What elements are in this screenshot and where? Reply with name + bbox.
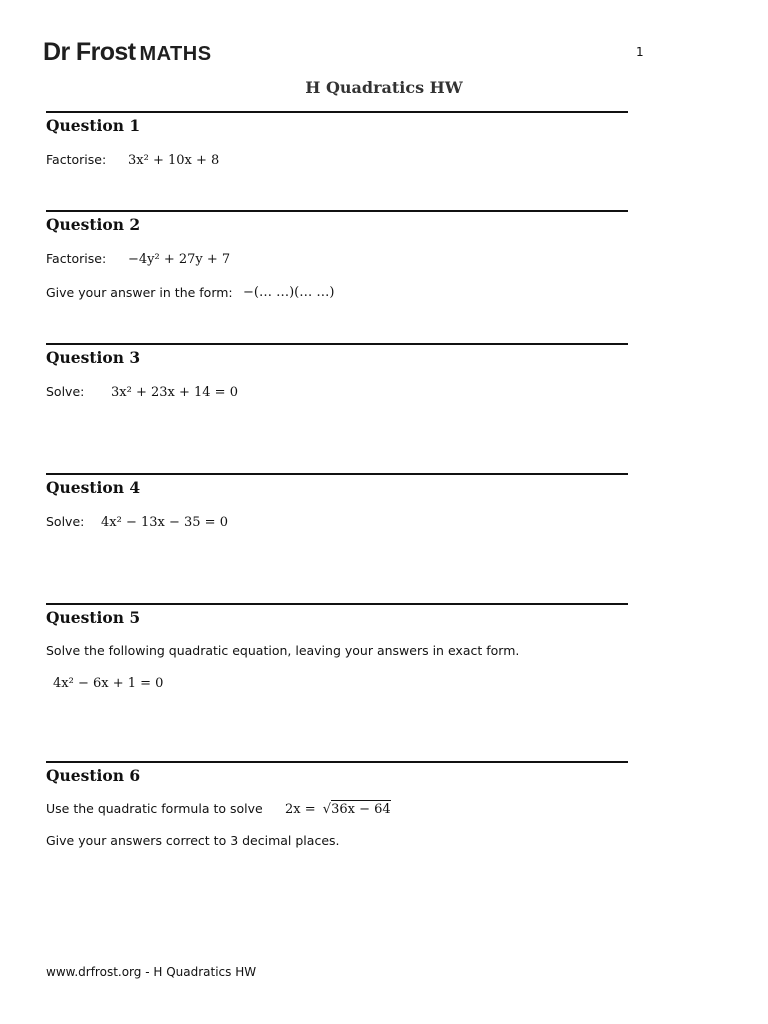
- question-1-expression: 3x² + 10x + 8: [128, 153, 220, 168]
- question-6-expression: [285, 802, 391, 817]
- question-6-heading: Question 6: [46, 766, 141, 785]
- question-5-heading: Question 5: [46, 608, 141, 627]
- question-2-answer-form: −(… …)(… …): [243, 285, 335, 300]
- question-6-radicand: 36x − 64: [331, 802, 391, 817]
- square-root-sign: √: [322, 802, 332, 817]
- question-6-note: Give your answers correct to 3 decimal places.: [46, 833, 340, 848]
- question-2-heading: Question 2: [46, 215, 141, 234]
- question-6-expression-lhs: 2x =: [285, 802, 316, 817]
- section-divider: [46, 210, 628, 212]
- question-3-expression: 3x² + 23x + 14 = 0: [111, 385, 238, 400]
- section-divider: [46, 603, 628, 605]
- question-2-expression: −4y² + 27y + 7: [128, 252, 231, 267]
- question-2-prompt: Factorise:: [46, 251, 107, 266]
- section-divider: [46, 473, 628, 475]
- page-number: 1: [636, 45, 644, 59]
- section-divider: [46, 111, 628, 113]
- question-5-prompt: Solve the following quadratic equation, leaving your answers in exact form.: [46, 643, 520, 658]
- logo-secondary: MATHS: [139, 43, 212, 65]
- question-4-prompt: Solve:: [46, 514, 85, 529]
- section-divider: [46, 343, 628, 345]
- footer: www.drfrost.org - H Quadratics HW: [46, 965, 257, 979]
- logo: [43, 38, 212, 67]
- question-2-note: Give your answer in the form:: [46, 285, 233, 300]
- logo-primary: Dr Frost: [43, 38, 136, 66]
- question-3-prompt: Solve:: [46, 384, 85, 399]
- document-title: H Quadratics HW: [305, 78, 463, 97]
- question-1-prompt: Factorise:: [46, 152, 107, 167]
- question-1-heading: Question 1: [46, 116, 141, 135]
- question-6-prompt: Use the quadratic formula to solve: [46, 801, 263, 816]
- question-4-heading: Question 4: [46, 478, 141, 497]
- section-divider: [46, 761, 628, 763]
- question-5-expression: 4x² − 6x + 1 = 0: [53, 676, 164, 691]
- question-3-heading: Question 3: [46, 348, 141, 367]
- question-4-expression: 4x² − 13x − 35 = 0: [101, 515, 228, 530]
